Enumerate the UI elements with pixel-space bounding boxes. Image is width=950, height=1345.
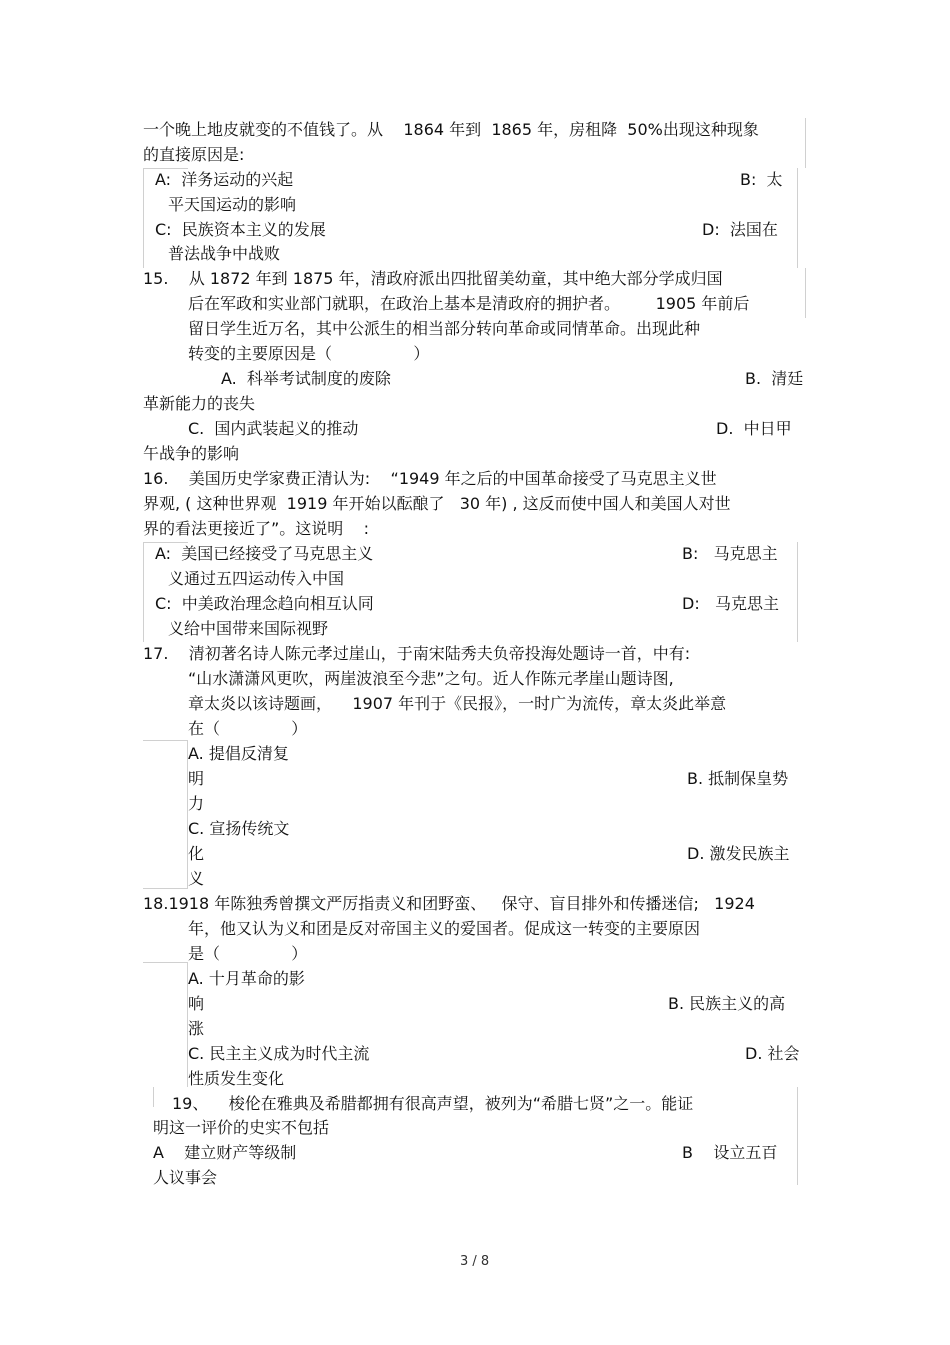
option-b: B. 清廷 [745,369,804,388]
question-15-line: 留日学生近万名，其中公派生的相当部分转向革命或同情革命。出现此种 [188,319,701,338]
option-c: C: 中美政治理念趋向相互认同 [155,594,374,613]
rule [143,740,188,741]
page-number: 3 / 8 [460,1254,490,1269]
option-b: B. 民族主义的高 [668,994,786,1013]
option-a: A. 十月革命的影 [188,969,305,988]
text-line: 的直接原因是: [143,145,245,164]
option-a: A: 美国已经接受了马克思主义 [155,544,374,563]
option-d-continued: 义给中国带来国际视野 [168,619,329,638]
option-b: B 设立五百 [682,1143,778,1162]
option-d-continued: 午战争的影响 [143,444,240,463]
rule [143,542,144,642]
question-16-line: 界的看法更接近了”。这说明 : [143,519,370,538]
option-c-continued: 化 [188,844,205,863]
option-b-continued: 革新能力的丧失 [143,394,256,413]
question-15-line: 转变的主要原因是（ ） [188,344,430,363]
option-a-continued: 响 [188,994,205,1013]
option-d: D: 法国在 [702,220,778,239]
text-line: 一个晚上地皮就变的不值钱了。从 1864 年到 1865 年，房租降 50%出现这种现象 [143,120,759,139]
option-a: A: 洋务运动的兴起 [155,170,294,189]
question-18-line: 是（ ） [188,944,308,963]
option-c: C. 宣扬传统文 [188,819,290,838]
rule [153,1087,154,1107]
option-c-continued: 义 [188,869,205,888]
rule [797,1087,798,1185]
option-a: A 建立财产等级制 [153,1143,297,1162]
question-17-line: 17. 清初著名诗人陈元孝过崖山，于南宋陆秀夫负帝投海处题诗一首，中有: [143,644,691,663]
option-b-continued: 义通过五四运动传入中国 [168,569,345,588]
question-15-line: 15. 从 1872 年到 1875 年，清政府派出四批留美幼童，其中绝大部分学成归国 [143,269,723,288]
option-a: A. 科举考试制度的废除 [221,369,391,388]
option-d-continued: 普法战争中战败 [168,244,281,263]
option-a-continued: 力 [188,794,205,813]
option-b: B: 马克思主 [682,544,778,563]
rule [797,542,798,642]
question-18-line: 年，他又认为义和团是反对帝国主义的爱国者。促成这一转变的主要原因 [188,919,701,938]
option-a-continued: 涨 [188,1019,205,1038]
option-d: D. 激发民族主 [687,844,790,863]
question-18-line: 18.1918 年陈独秀曾撰文严厉指责义和团野蛮、 保守、盲目排外和传播迷信; 1924 [143,894,755,913]
rule [805,268,806,318]
question-17-line: 在（ ） [188,719,308,738]
option-c: C. 民主主义成为时代主流 [188,1044,370,1063]
option-b-continued: 人议事会 [153,1168,218,1187]
question-15-line: 后在军政和实业部门就职，在政治上基本是清政府的拥护者。 1905 年前后 [188,294,750,313]
option-a-continued: 明 [188,769,205,788]
option-c: C. 国内武装起义的推动 [188,419,359,438]
question-16-line: 16. 美国历史学家费正清认为: “1949 年之后的中国革命接受了马克思主义世 [143,469,717,488]
rule [143,542,188,543]
question-16-line: 界观, ( 这种世界观 1919 年开始以酝酿了 30 年) , 这反而使中国人和美国人对世 [143,494,731,513]
option-b: B: 太 [740,170,783,189]
question-17-line: “山水潇潇风更吹，两崖波浪至今悲”之句。近人作陈元孝崖山题诗图, [188,669,674,688]
question-17-line: 章太炎以该诗题画， 1907 年刊于《民报》，一时广为流传，章太炎此举意 [188,694,727,713]
option-d: D. 社会 [745,1044,800,1063]
option-d-continued: 性质发生变化 [188,1069,285,1088]
rule [143,168,188,169]
option-d: D. 中日甲 [716,419,792,438]
rule [143,888,188,889]
option-d: D: 马克思主 [682,594,779,613]
option-b-continued: 平天国运动的影响 [168,195,297,214]
rule [143,962,188,963]
rule [797,168,798,268]
rule [143,168,144,268]
option-c: C: 民族资本主义的发展 [155,220,326,239]
option-a: A. 提倡反清复 [188,744,289,763]
rule [805,118,806,168]
question-19-line: 19、 梭伦在雅典及希腊都拥有很高声望，被列为“希腊七贤”之一。能证 [172,1094,694,1113]
question-19-line: 明这一评价的史实不包括 [153,1118,330,1137]
option-b: B. 抵制保皇势 [687,769,789,788]
